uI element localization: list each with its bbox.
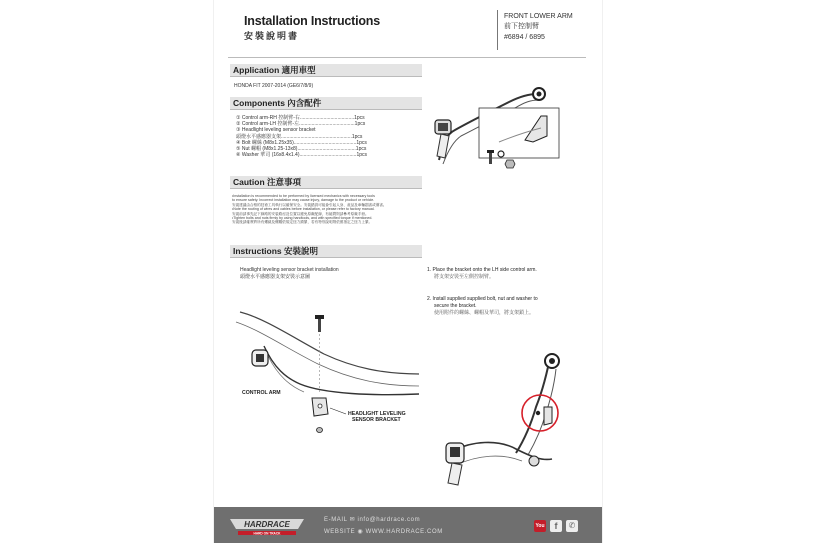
footer-bar xyxy=(214,507,602,543)
list-item: 安裝後請確實將所有螺絲及螺帽依規定扭力鎖緊，若有特別說明則依照指定之扭力上緊。 xyxy=(232,220,373,225)
instructions-heading: Instructions 安裝說明 xyxy=(230,245,422,258)
list-item: 安裝建議由合格的技術工具執行以確保安全。安裝錯誤可能會引起人身、產品及車輛損害或傷害。 xyxy=(232,202,387,207)
list-item: ① Control arm-RH 控制臂-右.......................................1pcs xyxy=(236,115,365,121)
label-control-arm: CONTROL ARM xyxy=(242,390,281,396)
wechat-icon[interactable]: ✆ xyxy=(566,520,578,532)
instruction-sheet xyxy=(213,0,603,543)
caution-heading: Caution 注意事項 xyxy=(230,176,422,189)
brand-name: HARDRACE xyxy=(244,520,290,529)
step-1-text-zh: 將支架安裝至左側控制臂。 xyxy=(434,274,495,280)
list-item: ③ Headlight leveling sensor bracket xyxy=(236,127,316,134)
caution-notes xyxy=(232,194,387,225)
contact-website[interactable]: WEBSITE ◉ WWW.HARDRACE.COM xyxy=(324,529,443,535)
list-item: ⑥ Washer 華司 (16x8.4x1.4).........................................1pcs xyxy=(236,152,368,159)
list-item: ④ Bolt 螺絲 (M8x1.25x35).............................................1pcs xyxy=(236,139,367,146)
list-item: 頭燈水平感應器支架...................................................1pcs xyxy=(236,133,363,140)
youtube-icon[interactable]: You xyxy=(534,520,546,532)
facebook-icon[interactable]: f xyxy=(550,520,562,532)
hardrace-logo xyxy=(228,515,306,537)
step-2-text: 2. Install supplied supplied bolt, nut and washer to xyxy=(427,296,538,302)
application-heading: Application 適用車型 xyxy=(230,64,422,77)
diagram-title-en: Headlight leveling sensor bracket installation xyxy=(240,267,339,273)
brand-tagline: HARD ON TRACK xyxy=(253,531,281,536)
list-item: •Note the routing of wires and cables before installation, or please refer to factory manual. xyxy=(232,207,375,212)
list-item: ⑤ Nut 螺帽 (M8x1.25-13x8)..........................................1pcs xyxy=(236,146,367,153)
list-item: ② Control arm-LH 控制臂-左........................................1pcs xyxy=(236,121,366,128)
control-arm-illustration xyxy=(429,72,569,182)
label-bracket-line2: SENSOR BRACKET xyxy=(352,417,401,423)
step-1-text: 1. Place the bracket onto the LH side control arm. xyxy=(427,267,537,273)
page-subtitle: 安裝說明書 xyxy=(244,31,300,41)
page-title: Installation Instructions xyxy=(244,14,380,28)
installed-diagram xyxy=(432,345,592,495)
product-name-zh: 前下控制臂 xyxy=(504,23,539,30)
diagram-title-zh: 頭燈水平感應器支架安裝示意圖 xyxy=(240,274,311,280)
components-list xyxy=(236,115,367,158)
list-item: •Installation is recommended to be performed by licensed mechanics with necessary tools xyxy=(232,194,375,198)
header-rule xyxy=(228,57,586,58)
step-2-text-cont: secure the bracket. xyxy=(434,303,477,309)
contact-email[interactable]: E-MAIL ✉ info@hardrace.com xyxy=(324,517,421,523)
step-2-text-zh: 使用附件的螺絲、螺帽及華司，將支架鎖上。 xyxy=(434,310,535,316)
list-item: 安裝前請事先記下線路的安裝路徑及位置以避免原廠配線，有疑問則請參考原廠手冊。 xyxy=(232,211,369,216)
list-item: •Tighten bolts and nuts firmly by using handtools, and with specified torque if mentioned. xyxy=(232,216,373,221)
header-divider xyxy=(497,10,498,50)
part-numbers: #6894 / 6895 xyxy=(504,34,545,41)
components-heading: Components 內含配件 xyxy=(230,97,422,110)
vehicle-application: HONDA FIT 2007-2014 (GE6/7/8/9) xyxy=(234,83,314,89)
product-name-en: FRONT LOWER ARM xyxy=(504,13,573,20)
label-bracket-line1: HEADLIGHT LEVELING xyxy=(348,411,406,417)
list-item: to ensure safety. Incorrect installation may cause injury, damage to the product or vehicle. xyxy=(232,198,375,203)
